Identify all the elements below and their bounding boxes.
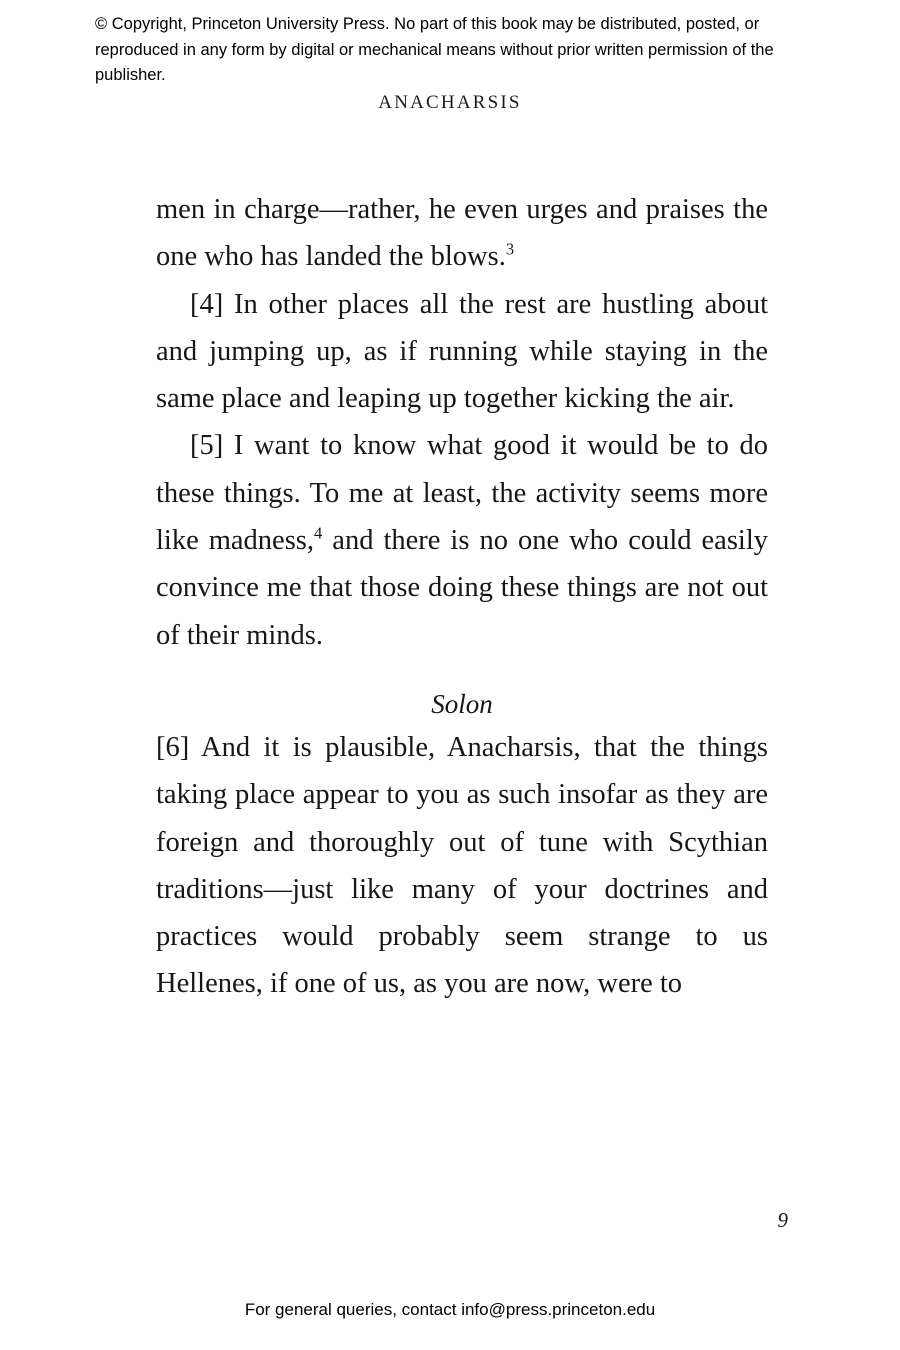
copyright-notice: © Copyright, Princeton University Press. No part of this book may be distributed, posted, or reproduced in any form by digital or mechanical means without prior written permission of the publisher.: [95, 15, 774, 85]
paragraph-text: men in charge—rather, he even urges and praises the one who has landed the blows.: [156, 194, 768, 273]
footnote-marker-3: 3: [505, 239, 515, 259]
footnote-marker-4: 4: [314, 523, 323, 543]
paragraph-section-5: [156, 422, 768, 658]
running-head: ANACHARSIS: [378, 92, 522, 113]
paragraph-section-6: [6] And it is plausible, Anacharsis, that the things taking place appear to you as such insofar as they are foreign and thoroughly out of tune with Scythian traditions—just like many of your doctrines and practices would probably seem strange to us Hellenes, if one of us, as you are now, were to: [156, 731, 768, 1000]
paragraph-continuation: [156, 186, 768, 281]
paragraph-text-tail: and there is no one who could easily convince me that those doing these things are not out of their minds.: [156, 525, 768, 651]
page-number: 9: [777, 1208, 788, 1232]
paragraph-section-4: [156, 281, 768, 423]
paragraph-text: [4] In other places all the rest are hustling about and jumping up, as if running while staying in the same place and leaping up together kicking the air.: [156, 288, 768, 415]
speaker-label-solon: Solon: [431, 688, 493, 719]
general-queries-line: For general queries, contact info@press.princeton.edu: [244, 1300, 656, 1319]
body-text-column: [156, 186, 768, 1008]
paragraph-text: [5] I want to know what good it would be to do these things. To me at least, the activity seems more like madness,: [156, 430, 768, 557]
